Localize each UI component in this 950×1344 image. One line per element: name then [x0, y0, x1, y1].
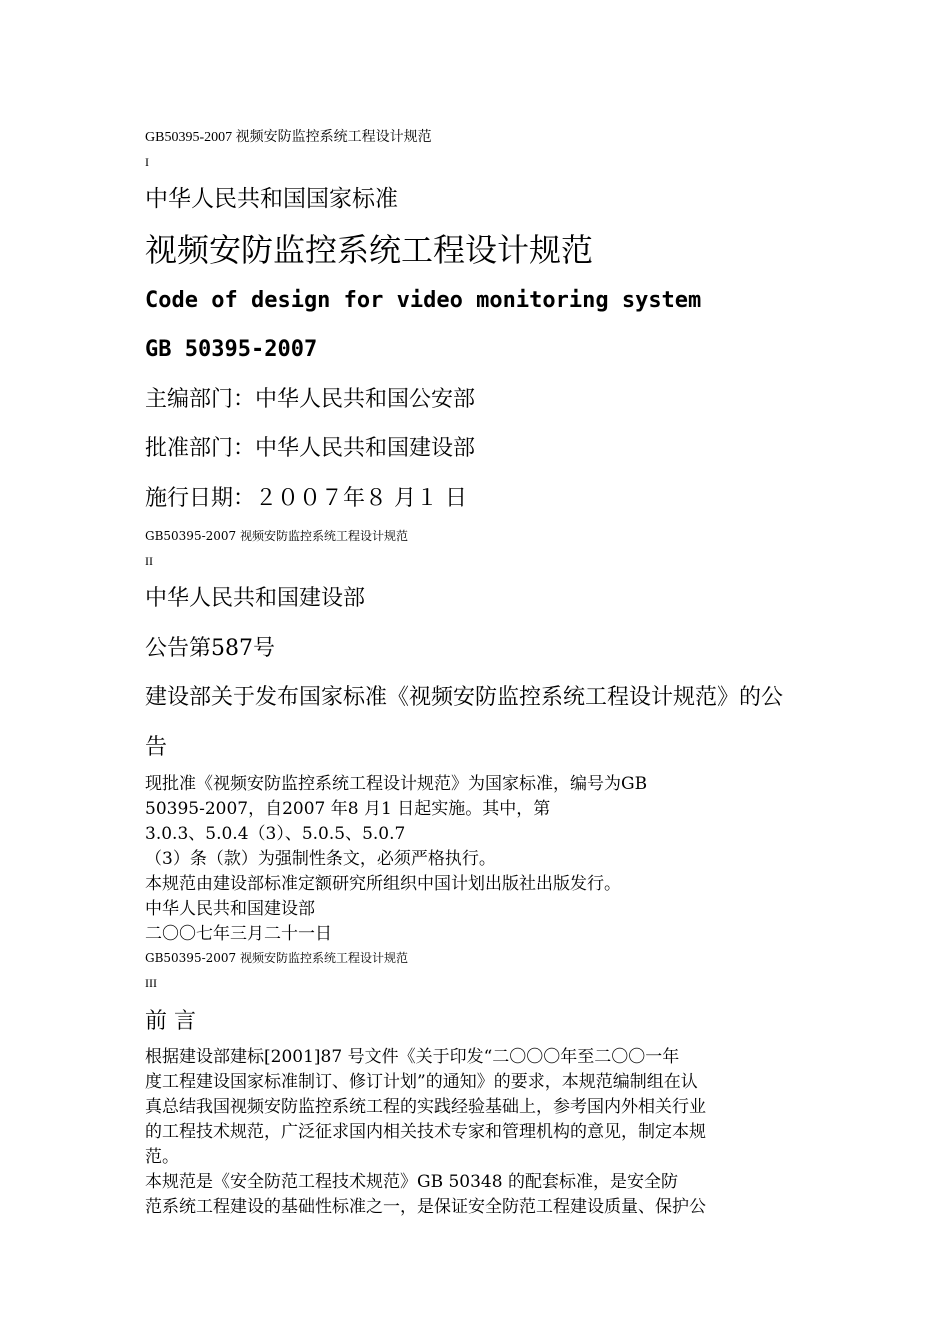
national-standard-heading: 中华人民共和国国家标准 — [145, 186, 398, 212]
preface-body-line: 范系统工程建设的基础性标准之一，是保证安全防范工程建设质量、保护公 — [145, 1197, 706, 1217]
page-number: I — [145, 155, 149, 169]
preface-title: 前 言 — [145, 1009, 196, 1034]
running-header: GB50395-2007 视频安防监控系统工程设计规范 — [145, 951, 408, 965]
effective-date: 施行日期：２００７年８ 月１ 日 — [145, 486, 467, 511]
notice-title-line-1: 建设部关于发布国家标准《视频安防监控系统工程设计规范》的公 — [145, 685, 784, 710]
chief-editor: 主编部门：中华人民共和国公安部 — [145, 387, 476, 412]
notice-body-line: 本规范由建设部标准定额研究所组织中国计划出版社出版发行。 — [145, 874, 621, 894]
standard-code: GB 50395-2007 — [145, 337, 318, 362]
preface-body-line: 范。 — [145, 1147, 179, 1167]
preface-body-line: 真总结我国视频安防监控系统工程的实践经验基础上，参考国内外相关行业 — [145, 1097, 706, 1117]
notice-number: 公告第587号 — [145, 636, 275, 661]
document-title-en: Code of design for video monitoring system — [145, 288, 702, 313]
preface-body-line: 根据建设部建标[2001]87 号文件《关于印发“二〇〇〇年至二〇〇一年 — [145, 1047, 680, 1067]
preface-body-line: 的工程技术规范，广泛征求国内相关技术专家和管理机构的意见，制定本规 — [145, 1122, 706, 1142]
notice-body-line: 3.0.3、5.0.4（3）、5.0.5、5.0.7 — [145, 824, 406, 844]
notice-signatory: 中华人民共和国建设部 — [145, 899, 315, 919]
running-header: GB50395-2007 视频安防监控系统工程设计规范 — [145, 529, 408, 543]
page-number: II — [145, 554, 153, 568]
notice-title-line-2: 告 — [145, 735, 168, 760]
page-number: III — [145, 976, 157, 990]
approver: 批准部门：中华人民共和国建设部 — [145, 436, 476, 461]
notice-body-line: （3）条（款）为强制性条文，必须严格执行。 — [145, 849, 496, 869]
notice-body-line: 50395-2007，自2007 年8 月1 日起实施。其中，第 — [145, 799, 551, 819]
document-title-cn: 视频安防监控系统工程设计规范 — [145, 231, 594, 269]
notice-body-line: 现批准《视频安防监控系统工程设计规范》为国家标准，编号为GB — [145, 774, 648, 794]
preface-body-line: 度工程建设国家标准制订、修订计划”的通知》的要求，本规范编制组在认 — [145, 1072, 698, 1092]
preface-body-line: 本规范是《安全防范工程技术规范》GB 50348 的配套标准，是安全防 — [145, 1172, 678, 1192]
ministry-heading: 中华人民共和国建设部 — [145, 586, 366, 611]
notice-date: 二〇〇七年三月二十一日 — [145, 924, 332, 944]
running-header: GB50395-2007 视频安防监控系统工程设计规范 — [145, 130, 432, 145]
